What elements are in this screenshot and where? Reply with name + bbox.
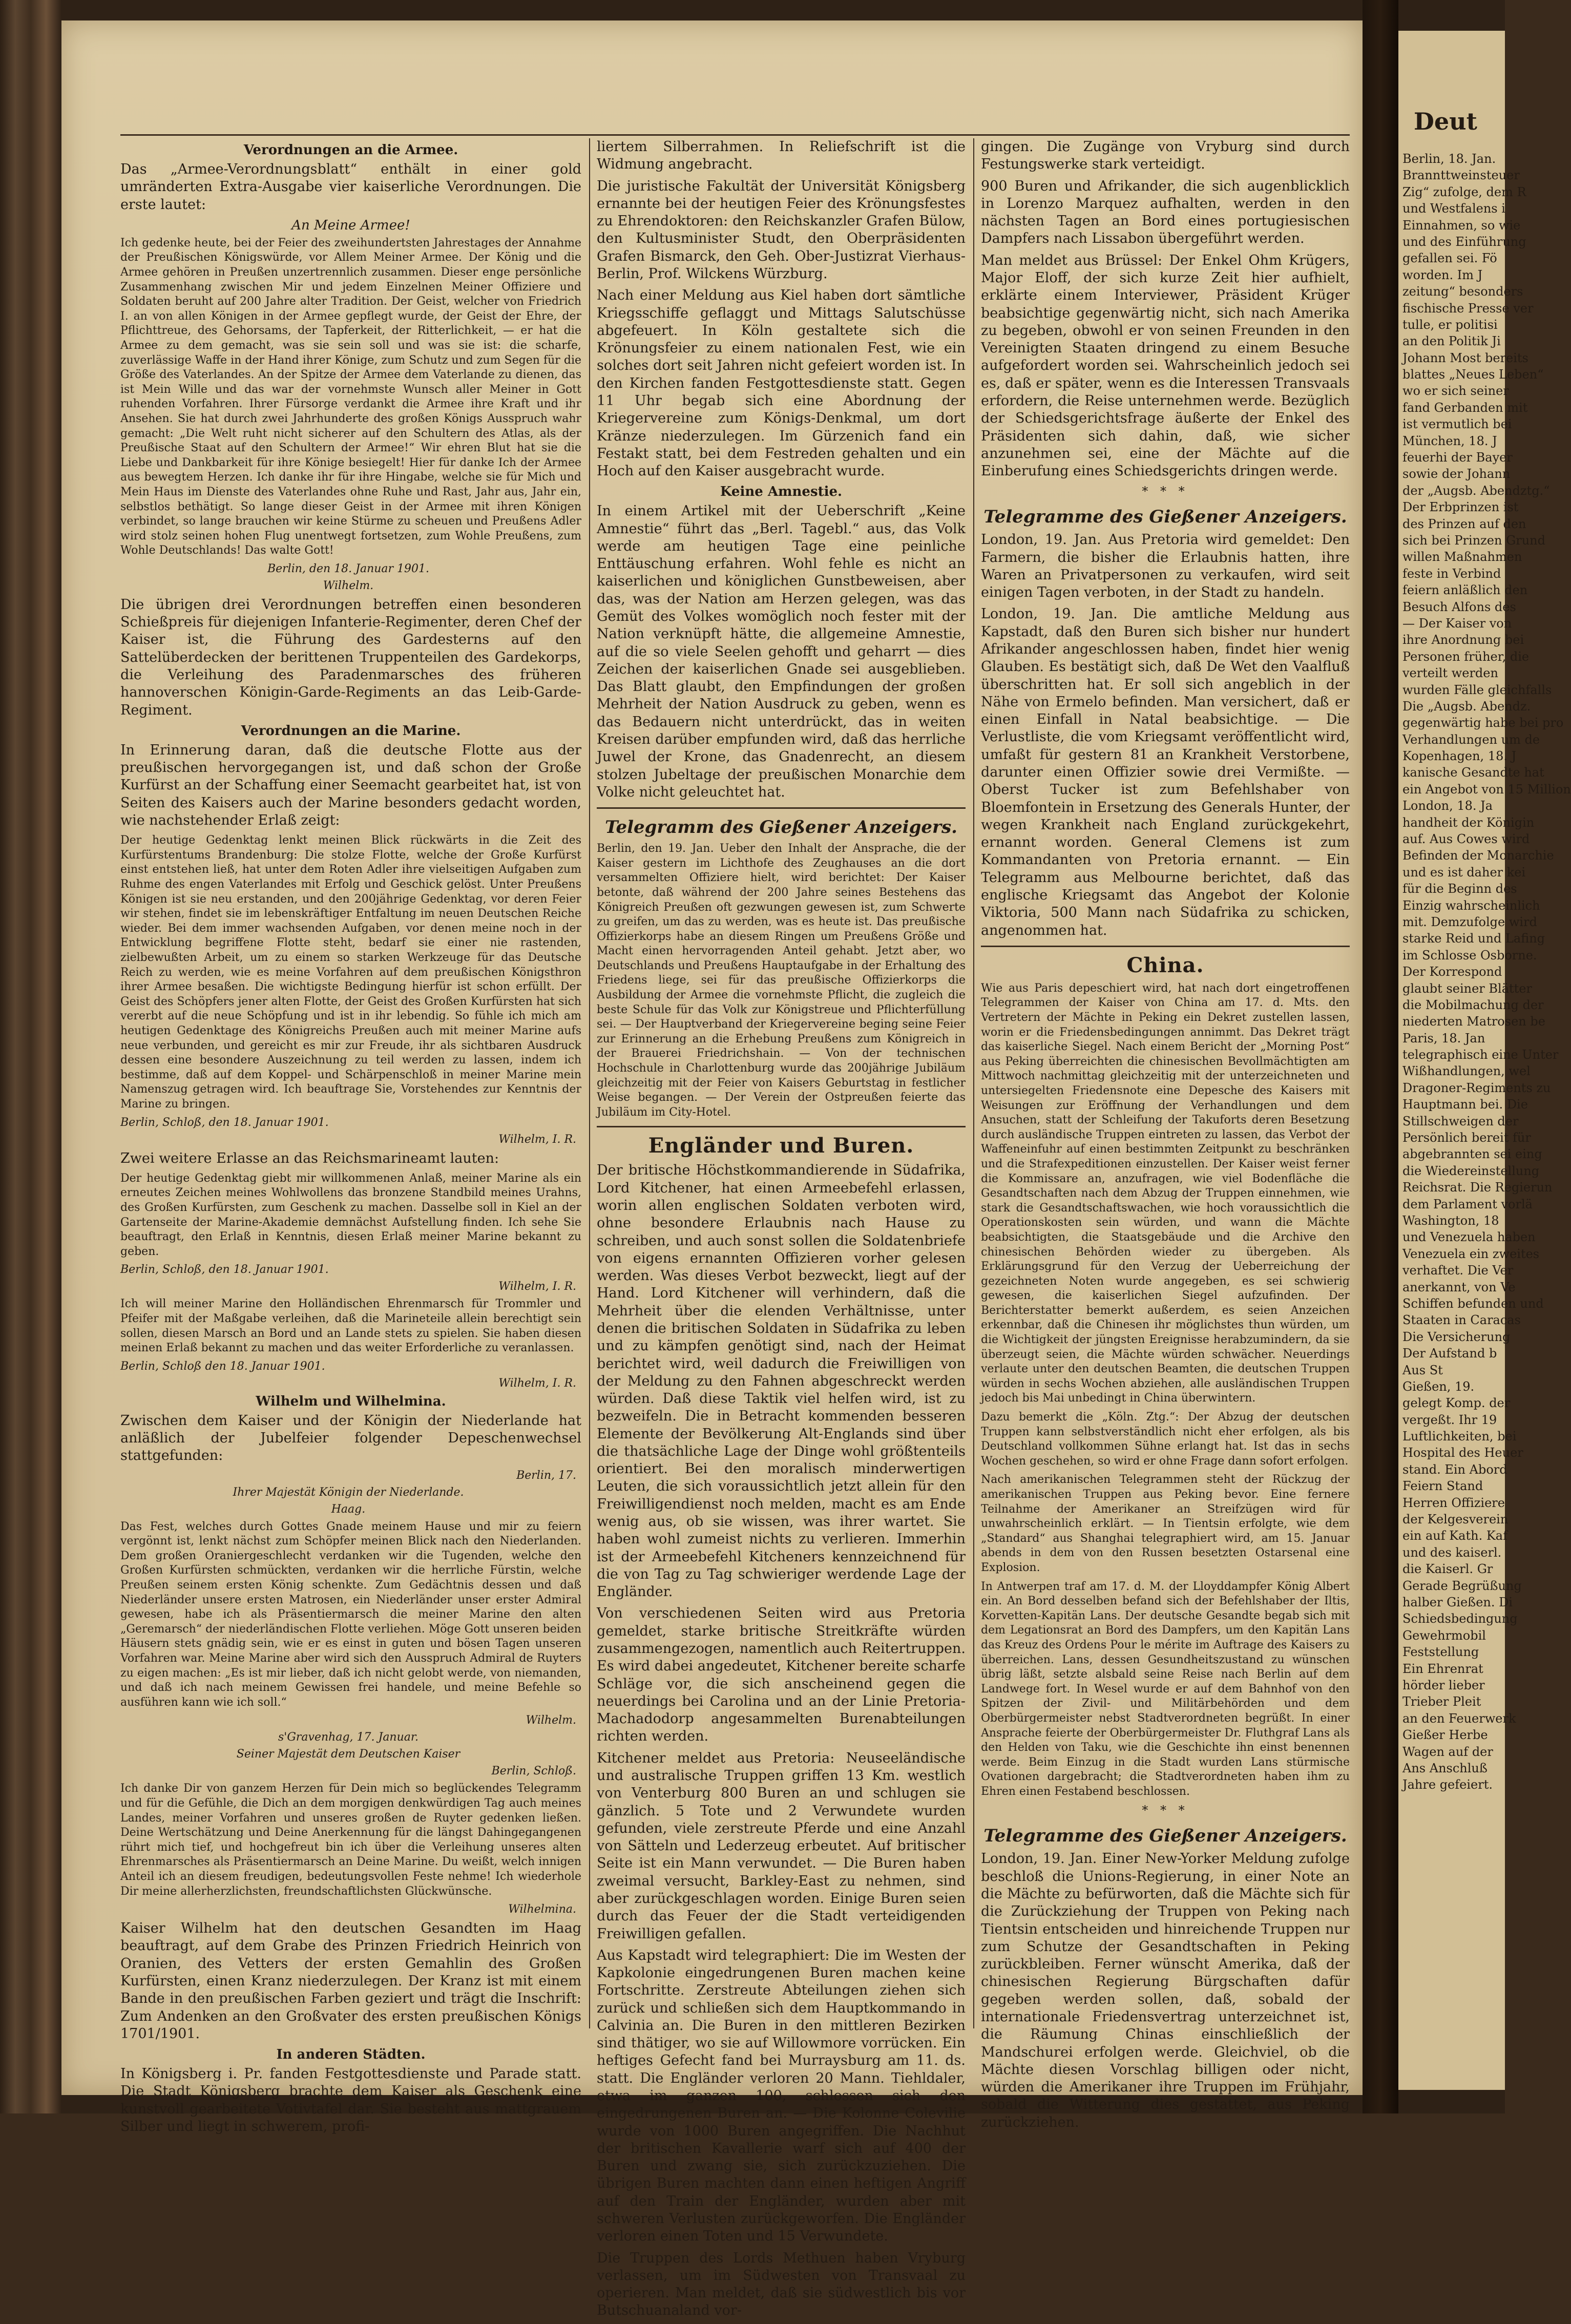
- adjacent-page-line: ein auf Kath. Kaf: [1402, 1529, 1507, 1543]
- adjacent-page-line: und des kaiserl.: [1402, 1545, 1502, 1560]
- adjacent-page-line: für die Beginn des: [1402, 882, 1517, 896]
- article-paragraph: Kaiser Wilhelm hat den deutschen Gesandten im Haag beauftragt, auf dem Grabe des Prinzen Friedrich Heinrich von Oranien, des Vetters der ersten Gemahlin des Großen Kurfürsten, einen Kranz niederzulegen. Der Kranz ist mit einem Bande in den preußischen Farben geziert und trägt die Inschrift: Zum Andenken an den Großvater des ersten preußischen Königs 1701/1901.: [120, 1920, 581, 2042]
- article-paragraph: liertem Silberrahmen. In Reliefschrift ist die Widmung angebracht.: [597, 139, 966, 173]
- section-heading: Wilhelm und Wilhelmina.: [256, 1393, 446, 1409]
- adjacent-page-line: dem Parlament vorlä: [1402, 1197, 1533, 1211]
- book-spine: [1363, 0, 1398, 2113]
- telegram-text: London, 19. Jan. Einer New-Yorker Meldung zufolge beschloß die Unions-Regierung, in einer Note an die Mächte zu befürworten, daß die Mächte sich für die Zurückziehung der Truppen von Peking nach Tientsin entscheiden und hinreichende Truppen nur zum Schutze der Gesandtschaften in Peking zurückbleiben. Ferner wünscht Amerika, daß der chinesischen Regierung Bürgschaften dafür gegeben werden sollen, daß, sobald der internationale Friedensvertrag unterzeichnet ist, die Räumung Chinas einschließlich der Mandschurei erfolgen werde. Gleichviel, ob die Mächte diesen Vorschlag billigen oder nicht, würden die Amerikaner ihre Truppen im Frühjahr, sobald die Witterung dies gestattet, aus Peking zurückziehen.: [981, 1851, 1350, 2130]
- divider: [597, 807, 966, 809]
- adjacent-page-line: Der Erbprinzen ist: [1402, 500, 1519, 515]
- divider: [981, 946, 1350, 947]
- article-paragraph: In Antwerpen traf am 17. d. M. der Lloyddampfer König Albert ein. An Bord desselben befand sich der Befehlshaber der Iltis, Korvetten-Kapitän Lans. Der deutsche Gesandte begab sich mit dem Legationsrat an Bord des Dampfers, um den Kapitän Lans das Kreuz des Ordens Pour le mérite im Auftrage des Kaisers zu überreichen. Lans, dessen Gesundheitszustand zu wünschen übrig läßt, setzte alsbald seine Reise nach Berlin auf dem Landwege fort. In Wesel wurde er auf dem Bahnhof von den Spitzen der Zivil- und Militärbehörden und dem Oberbürgermeister nebst Stadtverordneten begrüßt. In einer Ansprache feierte der Oberbürgermeister Dr. Fluthgraf Lans als den Helden von Taku, wie die Geschichte ihn einst benennen werde. Beim Einzug in die Stadt wurden Lans stürmische Ovationen dargebracht; die Stadtverordneten haben ihm zu Ehren einen Festabend beschlossen.: [981, 1580, 1350, 1798]
- adjacent-page-line: Einzig wahrscheinlich: [1402, 898, 1540, 913]
- adjacent-page-line: der Kelgesverein: [1402, 1512, 1509, 1527]
- adjacent-page-line: und Venezuela haben: [1402, 1230, 1536, 1245]
- adjacent-page-line: Ein Ehrenrat: [1402, 1661, 1483, 1676]
- adjacent-page-line: Hauptmann bei. Die: [1402, 1097, 1528, 1112]
- article-headline: Engländer und Buren.: [648, 1134, 914, 1158]
- article-paragraph: Die übrigen drei Verordnungen betreffen einen besonderen Schießpreis für diejenigen Infanterie-Regimenter, deren Chef der Kaiser ist, die Führung des Gardesterns auf den Sattelüberdecken der berittenen Truppenteilen des Gardekorps, die Verleihung des Paradenmarsches des früheren hannoverschen Königin-Garde-Regiments an das Leib-Garde-Regiment.: [120, 596, 581, 718]
- addressee-city: Berlin, Schloß.: [491, 1765, 576, 1778]
- article-paragraph: gingen. Die Zugänge von Vryburg sind durch Festungswerke stark verteidigt.: [981, 139, 1350, 173]
- telegram-text: Berlin, den 19. Jan. Ueber den Inhalt der Ansprache, die der Kaiser gestern im Lichthofe des Zeughauses an die dort versammelten Offiziere hielt, wird berichtet: Der Kaiser betonte, daß während der 200 Jahre seines Bestehens das Königreich Preußen oft gezwungen gewesen ist, zum Schwerte zu greifen, um das zu werden, was es heute ist. Das preußische Offizierkorps habe an diesem Ringen um Preußens Größe und Macht einen hervorragenden Anteil gehabt. Jetzt aber, wo Deutschlands und Preußens Hauptaufgabe in der Erhaltung des Friedens liege, sei für das preußische Offizierkorps die Ausbildung der Armee die vornehmste Pflicht, die zugleich die beste Schule für das Volk zur Königstreue und Pflichterfüllung sei. — Der Hauptverband der Kriegervereine beging seine Feier zur Erinnerung an die Erhebung Preußens zum Königreich in der Brauerei Friedrichshain. — Von der technischen Hochschule in Charlottenburg wurde das 200jährige Jubiläum gleichzeitig mit der Feier von Kaisers Geburtstag in festlicher Weise begangen. — Der Verein der Ostpreußen feierte das Jubiläum im City-Hotel.: [597, 842, 966, 1119]
- adjacent-page-line: Gießen, 19.: [1402, 1379, 1475, 1394]
- adjacent-page-line: Personen früher, die: [1402, 649, 1530, 664]
- addressee: Seiner Majestät dem Deutschen Kaiser: [236, 1748, 460, 1761]
- adjacent-page-line: wo er sich seiner: [1402, 384, 1509, 399]
- adjacent-page-line: und des Einführung: [1402, 234, 1526, 249]
- telegram-text: Das Fest, welches durch Gottes Gnade meinem Hause und mir zu feiern vergönnt ist, lenkt nächst zum Schöpfer meinen Blick nach den Niederlanden. Dem großen Oraniergeschlecht verdanken wir die Tugenden, welche den Großen Kurfürsten schmückten, verdanken wir die herrliche Fürstin, welche Preußen seinem ersten König schenkte. Zum Gedächtnis dessen und daß Niederländer unsere ersten Matrosen, ein Niederländer unser erster Admiral gewesen, habe ich als Präsentiermarsch die meiner Marine den alten „Geremarsch“ der niederländischen Flotte verliehen. Möge Gott unseren beiden Häusern stets gnädig sein, wie er es einst in guten und bösen Tagen unseren Vorfahren war. Meine Marine aber wird sich den Ausspruch Admiral de Ruyters zu eigen machen: „Es ist mir lieber, daß ich nicht gelobt werde, von niemanden, und daß ich nach meinem Gewissen frei handele, und meine Befehle so ausführen kann wie ich soll.“: [120, 1520, 581, 1709]
- dateline: Berlin, Schloß, den 18. Januar 1901.: [120, 1116, 329, 1129]
- article-headline: China.: [1126, 953, 1204, 977]
- top-rule: [120, 134, 1350, 136]
- signature: Wilhelm, I. R.: [498, 1133, 576, 1146]
- dateline: s'Gravenhag, 17. Januar.: [278, 1731, 418, 1744]
- adjacent-page-line: worden. Im J: [1402, 267, 1483, 282]
- adjacent-page-line: — Der Kaiser von: [1402, 616, 1512, 631]
- addressee-city: Haag.: [331, 1502, 366, 1516]
- adjacent-page-line: Zig“ zufolge, dem R: [1402, 184, 1526, 199]
- adjacent-page-line: hörder lieber: [1402, 1678, 1485, 1692]
- adjacent-page-line: Kopenhagen, 18. J: [1402, 749, 1517, 764]
- adjacent-page-line: Schiffen befunden und: [1402, 1296, 1544, 1311]
- column-rule: [973, 138, 974, 2028]
- adjacent-page-line: blattes „Neues Leben“: [1402, 367, 1544, 382]
- adjacent-page-line: ihre Anordnung bei: [1402, 633, 1524, 647]
- adjacent-page-line: Jahre gefeiert.: [1402, 1777, 1493, 1792]
- article-paragraph: In Erinnerung daran, daß die deutsche Flotte aus der preußischen hervorgegangen ist, und daß schon der Große Kurfürst an der Schaffung einer Seemacht gearbeitet hat, ist von Seiten des Kaisers auch der Marine besonders gedacht worden, wie nachstehender Erlaß zeigt:: [120, 742, 581, 828]
- adjacent-page-line: Berlin, 18. Jan.: [1402, 152, 1496, 166]
- adjacent-page-line: halber Gießen. Di: [1402, 1595, 1513, 1609]
- adjacent-page-line: sich bei Prinzen Grund: [1402, 533, 1545, 548]
- article-paragraph: Kitchener meldet aus Pretoria: Neuseeländische und australische Truppen griffen 13 Km. westlich von Venterburg 800 Buren an und schlugen sie gänzlich. 5 Tote und 2 Verwundete wurden gefunden, viele zerstreute Pferde und eine Anzahl von Sätteln und Lederzeug erbeutet. Auf britischer Seite ist ein Mann verwundet. — Die Buren haben zweimal versucht, Barkley-East zu nehmen, sind aber zurückgeschlagen worden. Einige Buren seien durch das Feuer der die Stadt verteidigenden Freiwilligen gefallen.: [597, 1750, 966, 1942]
- article-paragraph: Dazu bemerkt die „Köln. Ztg.“: Der Abzug der deutschen Truppen kann selbstverständlich nicht eher erfolgen, als bis Deutschland vollkommen Sühne erlangt hat. Ist das in sechs Wochen geschehen, so wird er ohne Frage dann sofort erfolgen.: [981, 1411, 1350, 1468]
- adjacent-page-line: Die Versicherung: [1402, 1329, 1511, 1344]
- column-rule: [589, 138, 590, 2028]
- dateline: Berlin, Schloß den 18. Januar 1901.: [120, 1359, 325, 1373]
- adjacent-page-line: Stillschweigen der: [1402, 1114, 1519, 1128]
- adjacent-page-line: sowie der Johann: [1402, 467, 1511, 481]
- article-paragraph: In einem Artikel mit der Ueberschrift „Keine Amnestie“ führt das „Berl. Tagebl.“ aus, das Volk werde am heutigen Tage eine peinliche Enttäuschung erfahren. Wohl fehle es nicht an kaiserlichen und königlichen Gunstbeweisen, aber das, was der Nation am Herzen gelegen, was das Gemüt des Volkes womöglich noch fester mit der Nation verknüpft hätte, die allgemeine Amnestie, auf die so viele Seelen gehofft und geharrt — dies Zeichen der kaiserlichen Gnade sei ausgeblieben. Das Blatt glaubt, den Empfindungen der großen Mehrheit der Nation Ausdruck zu geben, wenn es das Bedauern nicht unterdrückt, das in weiten Kreisen darüber empfunden wird, daß das herrliche Juwel der Krone, das Gnadenrecht, an diesem stolzen Jubeltage der preußischen Monarchie dem Volke nicht geleuchtet hat.: [597, 503, 966, 800]
- adjacent-page-line: vergeßt. Ihr 19: [1402, 1412, 1497, 1427]
- adjacent-page-line: ein Angebot von 15 Million: [1402, 782, 1571, 797]
- column-right: [981, 138, 1350, 2135]
- signature: Wilhelmina.: [508, 1903, 576, 1916]
- adjacent-page-line: Feststellung: [1402, 1645, 1479, 1660]
- signature: Wilhelm.: [526, 1714, 576, 1727]
- adjacent-page-line: abgebrannten sei eing: [1402, 1147, 1542, 1162]
- adjacent-page-line: Luftlichkeiten, bei: [1402, 1429, 1517, 1444]
- adjacent-page-line: Gießer Herbe: [1402, 1728, 1488, 1743]
- article-paragraph: Die Truppen des Lords Methuen haben Vryburg verlassen, um im Südwesten von Transvaal zu operieren. Man meldet, daß sie südwestlich bis vor Butschuanaland vor-: [597, 2250, 966, 2319]
- article-paragraph: Von verschiedenen Seiten wird aus Pretoria gemeldet, starke britische Streitkräfte würden zusammengezogen, namentlich auch Reitertruppen. Es wird dabei angedeutet, Kitchener bereite scharfe Schläge vor, die sich anscheinend gegen die neuerdings bei Carolina und an der Linie Pretoria-Machadodorp angesammelten Burenabteilungen richten werden.: [597, 1605, 966, 1745]
- adjacent-page-line: Feiern Stand: [1402, 1479, 1483, 1494]
- adjacent-page-line: fischische Presse ver: [1402, 301, 1534, 316]
- addressee: Ihrer Majestät Königin der Niederlande.: [233, 1485, 464, 1499]
- telegram-heading: Telegramm des Gießener Anzeigers.: [605, 817, 957, 838]
- adjacent-page-line: Brannttweinsteuer: [1402, 168, 1520, 183]
- dateline: Berlin, den 18. Januar 1901.: [267, 562, 430, 575]
- adjacent-page-header: Deut: [1414, 108, 1477, 135]
- star-separator-icon: * * *: [1142, 1803, 1189, 1818]
- decree-text: Ich will meiner Marine den Holländischen Ehrenmarsch für Trommler und Pfeifer mit der Maßgabe verleihen, daß die Marineteile allein berechtigt sein sollen, diesen Marsch an Bord und an Lande stets zu spielen. Sie haben diesen meinen Erlaß bekannt zu machen und das weiter Erforderliche zu veranlassen.: [120, 1297, 581, 1355]
- column-middle: [597, 138, 966, 2324]
- adjacent-page-line: Der Aufstand b: [1402, 1346, 1497, 1361]
- adjacent-page-line: Hospital des Heuer: [1402, 1446, 1523, 1460]
- address-line: An Meine Armee!: [291, 217, 410, 233]
- adjacent-page-line: Verhandlungen um de: [1402, 732, 1540, 747]
- decree-text: Der heutige Gedenktag lenkt meinen Blick rückwärts in die Zeit des Kurfürstentums Brandenburg: Die stolze Flotte, welche der Große Kurfürst einst entstehen ließ, hat unter dem Roten Adler ihre vielseitigen Aufgaben zum Ruhme des engen Vaterlandes mit Erfolg und Geschick gelöst. Unter Preußens Königen ist sie neu erstanden, und den 200jährige Gedenktag, vor deren Feier wir stehen, findet sie im lebenskräftiger Entfaltung im neuen Deutschen Reiche wieder. Bei dem immer wachsenden Aufgaben, vor denen meine noch in der Entwicklung begriffene Flotte steht, bedarf sie einer nie rastenden, zielbewußten Arbeit, um zu einem so starken Werkzeuge für das Deutsche Reich zu werden, wie es meine Vorfahren auf dem preußischen Königsthron ihrer Armee besaßen. Die wichtigste Bedingung hierfür ist schon erfüllt. Der Geist des Schöpfers jener alten Flotte, der Geist des Großen Kurfürsten hat sich vererbt auf die neue Schöpfung und ist in ihr lebendig. So fühle ich mich am heutigen Gedenktage des Königreichs Preußen auch mit meiner Marine aufs neue verbunden, und gereicht es mir zur Freude, ihr als sichtbaren Ausdruck dessen eine besondere Auszeichnung zu teil werden zu lassen, indem ich bestimme, daß auf dem Koppel- und Schärpenschloß in meiner Marine mein Namenszug getragen wird. Ich beauftrage Sie, Vorstehendes zur Kenntnis der Marine zu bringen.: [120, 834, 581, 1111]
- adjacent-page-line: wurden Fälle gleichfalls: [1402, 682, 1552, 697]
- adjacent-page-line: an den Politik Ji: [1402, 334, 1501, 349]
- adjacent-page-line: stand. Ein Abord: [1402, 1462, 1507, 1477]
- adjacent-page-line: telegraphisch eine Unter: [1402, 1048, 1559, 1062]
- article-paragraph: Nach einer Meldung aus Kiel haben dort sämtliche Kriegsschiffe geflaggt und Mittags Salutschüsse abgefeuert. In Köln gestaltete sich die Krönungsfeier zu einem nationalen Fest, wie ein solches dort seit Jahren nicht gefeiert worden ist. In den Kirchen fanden Festgottesdienste statt. Gegen 11 Uhr begab sich eine Abordnung der Kriegervereine zum Königs-Denkmal, um dort Kränze niederzulegen. Im Gürzenich fand ein Festakt statt, bei dem Festreden gehalten und ein Hoch auf den Kaiser ausgebracht wurde.: [597, 287, 966, 479]
- dateline: Berlin, Schloß, den 18. Januar 1901.: [120, 1263, 329, 1276]
- article-paragraph: Man meldet aus Brüssel: Der Enkel Ohm Krügers, Major Eloff, der sich kurze Zeit hier aufhielt, erklärte einem Interviewer, Präsident Krüger beabsichtige gegenwärtig nicht, sich nach Amerika zu begeben, obwohl er von seinen Freunden in den Vereinigten Staaten dringend zu einem Besuche aufgefordert worden sei. Wahrscheinlich jedoch sei es, daß er später, wenn es die Interessen Transvaals erfordern, die Reise unternehmen werde. Bezüglich der Schiedsgerichtsfrage äußerte der Enkel des Präsidenten sich dahin, daß, wie sicher anzunehmen sei, eine der Mächte auf die Einberufung eines Schiedsgerichts dringen werde.: [981, 252, 1350, 479]
- adjacent-page-line: feste in Verbind: [1402, 566, 1501, 581]
- adjacent-page-line: handheit der Königin: [1402, 815, 1535, 830]
- adjacent-page-line: mit. Demzufolge wird: [1402, 914, 1537, 929]
- adjacent-page-line: Johann Most bereits: [1402, 350, 1528, 365]
- section-heading: Verordnungen an die Armee.: [243, 142, 458, 158]
- adjacent-page-line: Wißhandlungen, wel: [1402, 1064, 1531, 1079]
- adjacent-page-line: Venezuela ein zweites: [1402, 1246, 1540, 1261]
- signature: Wilhelm, I. R.: [498, 1376, 576, 1390]
- adjacent-page-line: gegenwärtig habe bei pro: [1402, 716, 1564, 730]
- article-paragraph: 900 Buren und Afrikander, die sich augenblicklich in Lorenzo Marquez aufhalten, werden in den nächsten Tagen an Bord eines portugiesischen Dampfers nach Lissabon übergeführt werden.: [981, 178, 1350, 247]
- adjacent-page-line: Gerade Begrüßung: [1402, 1578, 1522, 1593]
- adjacent-page-line: verhaftet. Die Ver: [1402, 1263, 1514, 1278]
- article-paragraph: Zwei weitere Erlasse an das Reichsmarineamt lauten:: [120, 1150, 499, 1166]
- adjacent-page-line: München, 18. J: [1402, 433, 1497, 448]
- adjacent-page-line: und Westfalens i: [1402, 201, 1505, 216]
- section-heading: In anderen Städten.: [276, 2047, 426, 2063]
- adjacent-page-line: Wagen auf der: [1402, 1744, 1493, 1759]
- adjacent-page-line: Die „Augsb. Abendz.: [1402, 699, 1531, 714]
- adjacent-page-line: niederten Matrosen be: [1402, 1014, 1545, 1029]
- adjacent-page-line: Staaten in Caracas: [1402, 1313, 1521, 1328]
- adjacent-page-line: an den Feuerwerk: [1402, 1711, 1516, 1726]
- adjacent-page-line: zeitung“ besonders: [1402, 284, 1523, 299]
- adjacent-page-line: Aus St: [1402, 1363, 1443, 1377]
- adjacent-page-line: gefallen sei. Fö: [1402, 251, 1497, 266]
- adjacent-page-line: Washington, 18: [1402, 1213, 1499, 1228]
- adjacent-page-line: Besuch Alfons des: [1402, 599, 1516, 614]
- adjacent-page-line: Herren Offiziere: [1402, 1495, 1505, 1510]
- adjacent-page-line: Persönlich bereit für: [1402, 1130, 1531, 1145]
- telegram-heading: Telegramme des Gießener Anzeigers.: [983, 1826, 1347, 1847]
- adjacent-page-line: Der Korrespond: [1402, 965, 1502, 979]
- decree-text: Ich gedenke heute, bei der Feier des zweihundertsten Jahrestages der Annahme der Preußischen Königswürde, vor Allem Meiner Armee. Der König und die Armee gehören in Preußen unzertrennlich zusammen. Dieser enge persönliche Zusammenhang zwischen Mir und jedem Einzelnen Meiner Offiziere und Soldaten beruht auf 200 Jahre alter Tradition. Der Geist, welcher von Friedrich I. an von allen Königen in der Armee gepflegt wurde, der Geist der Ehre, der Pflichttreue, des Gehorsams, der Tapferkeit, der Ritterlichkeit, — er hat die Armee zu dem gemacht, was sie sein soll und was sie ist: die scharfe, zuverlässige Waffe in der Hand ihrer Könige, zum Schutz und zum Segen für die Größe des Vaterlandes. An der Spitze der Armee dem Vaterlande zu dienen, das ist Mein Wille und das war der vornehmste Wunsch aller Meiner in Gott ruhenden Vorfahren. Ihrer Fürsorge verdankt die Armee ihre Kraft und ihr Ansehen. Sie hat durch zwei Jahrhunderte des großen Königs Ausspruch wahr gemacht: „Die Welt ruht nicht sicherer auf den Schultern des Atlas, als der Preußische Staat auf den Schultern der Armee!“ Wir ehren Blut hat sie die Liebe und Dankbarkeit für ihre Könige besiegelt! Hier für danke Ich der Armee aus bewegtem Herzen. Ich danke ihr für ihre Hingabe, welche sie für Mich und Mein Haus im Dienste des Vaterlandes ohne Ruhe und Rast, Jahr aus, Jahr ein, selbstlos bethätigt. So lange dieser Geist in der Armee mit ihren Königen verbindet, so lange brauchen wir keine Stürme zu scheuen und Preußens Adler wird stolz seinen hohen Flug unentwegt fortsetzen, zum Wohle Preußens, zum Wohle Deutschlands! Das walte Gott!: [120, 236, 581, 557]
- adjacent-page-line: glaubt seiner Blätter: [1402, 981, 1532, 996]
- adjacent-page-line: feiern anläßlich den: [1402, 583, 1528, 598]
- divider: [597, 1126, 966, 1127]
- adjacent-page-line: Paris, 18. Jan: [1402, 1031, 1485, 1045]
- adjacent-page-line: die Mobilmachung der: [1402, 997, 1544, 1012]
- adjacent-page-line: Einnahmen, so wie: [1402, 218, 1521, 233]
- adjacent-page-line: und es ist daher kei: [1402, 865, 1526, 880]
- adjacent-page-line: anerkannt, von Ve: [1402, 1280, 1516, 1294]
- adjacent-page-line: fand Gerbanden mit: [1402, 400, 1528, 415]
- newspaper-page: [61, 20, 1363, 2319]
- adjacent-page-line: Gewehrmobil: [1402, 1628, 1486, 1643]
- adjacent-page-line: Ans Anschluß: [1402, 1761, 1488, 1775]
- adjacent-page-line: Befinden der Monarchie: [1402, 848, 1554, 863]
- adjacent-page: [1398, 31, 1571, 2090]
- adjacent-page-line: verteilt werden: [1402, 666, 1498, 681]
- adjacent-page-line: die Wiedereinstellung: [1402, 1163, 1540, 1178]
- dateline: Berlin, 17.: [516, 1469, 576, 1482]
- telegram-text: Ich danke Dir von ganzem Herzen für Dein mich so beglückendes Telegramm und für die Gefühle, die Dich an dem morgigen denkwürdigen Tag auch meines Landes, meiner Vorfahren und unseres großen de Ruyter gedenken ließen. Deine Wertschätzung und Deine Anerkennung für die längst Dahingegangenen rührt mich tief, und hochgefreut bin ich über die Verleihung unseres alten Ehrenmarsches als Präsentiermarsch an Deine Marine. Du weißt, welch innigen Anteil ich an diesem freudigen, bedeutungsvollen Feste nehme! Ich wiederhole Dir meine allerherzlichsten, freundschaftlichsten Glückwünsche.: [120, 1782, 581, 1898]
- article-paragraph: Wie aus Paris depeschiert wird, hat nach dort eingetroffenen Telegrammen der Kaiser von China am 17. d. Mts. den Vertretern der Mächte in Peking ein Dekret zustellen lassen, worin er die Friedensbedingungen annimmt. Das Dekret trägt das kaiserliche Siegel. Nach einem Bericht der „Morning Post“ aus Peking überreichten die chinesischen Bevollmächtigten am Mittwoch nachmittag gleichzeitig mit der unterzeichneten und untersiegelten Friedensnote eine Depesche des Kaisers mit Weisungen zur Eröffnung der Verhandlungen und dem Ansuchen, statt der Schleifung der Takuforts deren Besetzung durch ausländische Truppen eintreten zu lassen, das Verbot der Waffeneinfuhr auf einen bestimmten Zeitpunkt zu beschränken und die Strafexpeditionen einzustellen. Der Kaiser weist ferner die Kommissare an, anzufragen, wie viel Bodenfläche die Gesandtschaften nach dem Abzug der Truppen einnehmen, wie stark die Gesandtschaftswachen, wie hoch voraussichtlich die Operationskosten sein würden, und wann die Mächte beabsichtigten, die Staatsgebäude und die Archive den chinesischen Behörden wieder zu übergeben. Als Erklärungsgrund für den Verzug der Ueberreichung der gezeichneten Noten wurde angegeben, es sei schwierig gewesen, die kaiserlichen Siegel aufzufinden. Der Berichterstatter bemerkt außerdem, es seien Anzeichen erkennbar, daß die Chinesen ihr möglichstes thun würden, um die Wichtigkeit der jüngsten Ereignisse herabzumindern, da sie überzeugt seien, die Mächte würden schwächer. Neuerdings verlaute unter den deutschen Beamten, die deutschen Truppen würden in sechs Wochen abziehen, alle ausländischen Truppen jedoch bis Mai unbedingt in China überwintern.: [981, 981, 1350, 1405]
- article-paragraph: Die juristische Fakultät der Universität Königsberg ernannte bei der heutigen Feier des Krönungsfestes zu Ehrendoktoren: den Reichskanzler Grafen Bülow, den Kultusminister Studt, den Oberpräsidenten Grafen Bismarck, den Geh. Ober-Justizrat Vierhaus-Berlin, Prof. Wilckens Würzburg.: [597, 178, 966, 282]
- telegram-text: London, 19. Jan. Aus Pretoria wird gemeldet: Den Farmern, die bisher die Erlaubnis hatten, ihre Waren an Privatpersonen zu verkaufen, wird seit einigen Tagen verboten, in der Stadt zu handeln.: [981, 532, 1350, 601]
- article-paragraph: Nach amerikanischen Telegrammen steht der Rückzug der amerikanischen Truppen aus Peking bevor. Eine fernere Teilnahme der Amerikaner an Streifzügen wird für unwahrscheinlich erklärt. — In Tientsin erfolgte, wie dem „Standard“ aus Shanghai telegraphiert wird, am 15. Januar abends in dem von den Russen besetzten Ostarsenal eine Explosion.: [981, 1473, 1350, 1574]
- adjacent-page-line: Trieber Pleit: [1402, 1694, 1481, 1709]
- adjacent-page-line: der „Augsb. Abendztg.“: [1402, 483, 1550, 498]
- article-paragraph: Der britische Höchstkommandierende in Südafrika, Lord Kitchener, hat einen Armeebefehl erlassen, worin allen englischen Soldaten verboten wird, ohne besondere Erlaubnis nach Hause zu schreiben, und auch sonst sollen die Soldatenbriefe von eigens ernannten Offizieren vorher gelesen werden. Was dieses Verbot bezweckt, liegt auf der Hand. Lord Kitchener will verhindern, daß die Mehrheit über die elenden Verhältnisse, unter denen die britischen Soldaten in Südafrika zu leben und zu kämpfen genötigt sind, nach der Heimat berichtet wird, weil dadurch die Freiwilligen von der Meldung zu den Fahnen abgeschreckt werden würden. Daß diese Taktik viel helfen wird, ist zu bezweifeln. Die in Betracht kommenden besseren Elemente der Bevölkerung Alt-Englands sind über die thatsächliche Lage der Dinge wohl größtenteils orientiert. Bei den moralisch minderwertigen Leuten, die sich voraussichtlich jetzt allein für den Freiwilligendienst noch melden, macht es am Ende wenig aus, ob sie wissen, was ihrer wartet. Sie haben wohl zumeist nichts zu verlieren. Immerhin ist der Armeebefehl Kitcheners kennzeichnend für die von Tag zu Tag schwieriger werdende Lage der Engländer.: [597, 1162, 966, 1600]
- adjacent-page-line: starke Reid und Lafing: [1402, 931, 1545, 946]
- adjacent-page-line: tulle, er politisi: [1402, 317, 1498, 332]
- adjacent-page-line: gelegt Komp. der: [1402, 1396, 1511, 1411]
- signature: Wilhelm, I. R.: [498, 1280, 576, 1293]
- adjacent-page-line: London, 18. Ja: [1402, 799, 1493, 813]
- telegram-heading: Telegramme des Gießener Anzeigers.: [983, 507, 1347, 528]
- article-paragraph: In Königsberg i. Pr. fanden Festgottesdienste und Parade statt. Die Stadt Königsberg brachte dem Kaiser als Geschenk eine kunstvoll gearbeitete Votivtafel dar. Sie besteht aus mattgrauem Silber und liegt in schwerem, profi-: [120, 2066, 581, 2134]
- adjacent-page-line: willen Maßnahmen: [1402, 550, 1522, 564]
- adjacent-page-line: die Kaiserl. Gr: [1402, 1562, 1493, 1577]
- adjacent-page-line: des Prinzen auf den: [1402, 516, 1526, 531]
- adjacent-page-line: ist vermutlich bei: [1402, 417, 1512, 432]
- section-heading: Verordnungen an die Marine.: [241, 723, 461, 739]
- adjacent-page-line: Dragoner-Regiments zu: [1402, 1080, 1551, 1095]
- adjacent-page-line: Reichsrat. Die Regierun: [1402, 1180, 1553, 1195]
- section-heading: Keine Amnestie.: [720, 484, 843, 500]
- adjacent-page-text: [1398, 145, 1571, 1798]
- decree-text: Der heutige Gedenktag giebt mir willkommenen Anlaß, meiner Marine als ein erneutes Zeichen meines Wohlwollens das bronzene Standbild meines Urahns, des Großen Kurfürsten, zum Geschenk zu machen. Dasselbe soll in Kiel an der Gartenseite der Marine-Akademie demnächst Aufstellung finden. Ich sehe Sie beauftragt, den Erlaß in Kenntnis, diesen Erlaß meiner Marine bekannt zu geben.: [120, 1171, 581, 1258]
- article-paragraph: Zwischen dem Kaiser und der Königin der Niederlande hat anläßlich der Jubelfeier folgender Depeschenwechsel stattgefunden:: [120, 1412, 581, 1464]
- adjacent-page-line: im Schlosse Osborne.: [1402, 948, 1537, 962]
- telegram-text: London, 19. Jan. Die amtliche Meldung aus Kapstadt, daß den Buren sich bisher nur hundert Afrikander angeschlossen haben, findet hier wenig Glauben. Es bestätigt sich, daß De Wet den Vaalfluß überschritten hat. Er soll sich angeblich in der Nähe von Ermelo befinden. Man versichert, daß er einen Einfall in Natal beabsichtige. — Die Verlustliste, die vom Kriegsamt veröffentlicht wird, umfaßt für gestern 81 an Krankheit Verstorbene, darunter einen Offizier sowie drei Vermißte. — Oberst Tucker ist zum Befehlshaber von Bloemfontein in Ersetzung des Generals Hunter, der wegen Krankheit nach England zurückgekehrt, ernannt worden. General Clemens ist zum Kommandanten von Pretoria ernannt. — Ein Telegramm aus Melbourne berichtet, daß das englische Kriegsamt das Angebot der Kolonie Viktoria, 500 Mann nach Südafrika zu schicken, angenommen hat.: [981, 606, 1350, 938]
- adjacent-page-line: Schiedsbedingung: [1402, 1611, 1518, 1626]
- star-separator-icon: * * *: [1142, 484, 1189, 499]
- article-paragraph: Das „Armee-Verordnungsblatt“ enthält in einer gold umränderten Extra-Ausgabe vier kaiserliche Verordnungen. Die erste lautet:: [120, 161, 581, 213]
- article-paragraph: Aus Kapstadt wird telegraphiert: Die im Westen der Kapkolonie eingedrungenen Buren machen keine Fortschritte. Zerstreute Abteilungen ziehen sich zurück und schließen sich dem Hauptkommando in Calvinia an. Die Buren in den mittleren Bezirken sind thätiger, wo sie auf Willowmore vorrücken. Ein heftiges Gefecht fand bei Murraysburg am 11. ds. statt. Die Engländer verloren 20 Mann. Tiehldaler, etwa im ganzen 100, schlossen sich den eingedrungenen Buren an. — Die Kolonne Colevilie wurde von 1000 Buren angegriffen. Die Nachhut der britischen Kavallerie warf sich auf 400 der Buren und zwang sie, sich zurückzuziehen. Die übrigen Buren machten dann einen heftigen Angriff auf den Train der Engländer, wurden aber mit schweren Verlusten zurückgeworfen. Die Engländer verloren einen Toten und 15 Verwundete.: [597, 1947, 966, 2245]
- adjacent-page-line: kanische Gesandte hat: [1402, 765, 1544, 780]
- signature: Wilhelm.: [323, 579, 374, 592]
- column-left: [120, 138, 581, 2140]
- adjacent-page-line: feuerhi der Bayer: [1402, 450, 1513, 465]
- adjacent-page-line: auf. Aus Cowes wird: [1402, 832, 1530, 847]
